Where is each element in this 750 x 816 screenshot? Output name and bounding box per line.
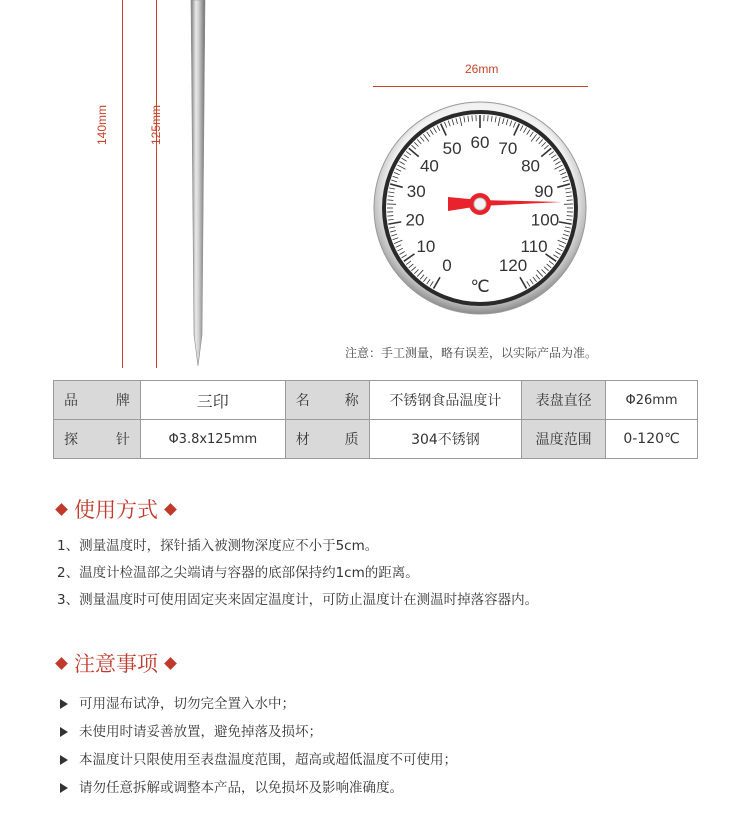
spec-table	[53, 380, 698, 459]
spec-key-dial-diameter: 表盘直径	[522, 381, 606, 420]
spec-key-temperature-range: 温度范围	[522, 420, 606, 459]
dial-scale-label: 60	[470, 133, 490, 152]
spec-value-material: 304不锈钢	[369, 420, 522, 459]
dimension-label-26: 26mm	[465, 62, 499, 76]
probe-image	[186, 0, 210, 370]
dial-scale-label: 70	[498, 139, 518, 159]
spec-value-temperature-range: 0-120℃	[606, 420, 698, 459]
triangle-bullet-icon	[60, 755, 68, 765]
dial-scale-label: 20	[405, 210, 425, 230]
dial-scale-label: 80	[521, 156, 541, 176]
product-illustration	[0, 0, 750, 375]
notice-list	[60, 690, 457, 802]
dimension-label-125: 125mm	[149, 104, 163, 145]
list-item: 2、温度计检温部之尖端请与容器的底部保持约1cm的距离。	[57, 565, 419, 581]
dial-image	[372, 100, 588, 316]
dial-tick	[472, 115, 473, 121]
list-item: 本温度计只限使用至表盘温度范围，超高或超低温度不可使用；	[60, 746, 457, 774]
dial-scale-label: 90	[534, 181, 554, 201]
dial-scale-label: 100	[530, 210, 560, 230]
dial-scale-label: 40	[419, 156, 439, 176]
list-item: 可用湿布试净，切勿完全置入水中；	[60, 690, 457, 718]
dimension-line-125	[156, 0, 157, 368]
dial-scale-label: 30	[406, 181, 426, 201]
triangle-bullet-icon	[60, 699, 68, 709]
notice-section-title: 注意事项	[57, 648, 175, 678]
dial-tick	[387, 216, 393, 217]
dial-tick	[387, 200, 393, 201]
list-item: 请勿任意拆解或调整本产品，以免损坏及影响准确度。	[60, 774, 457, 802]
dimension-line-26	[373, 86, 588, 87]
diamond-icon	[55, 503, 68, 516]
dial-scale-label: 120	[498, 256, 528, 276]
spec-key-name: 名 称	[285, 381, 369, 420]
spec-value-probe: Φ3.8x125mm	[140, 420, 285, 459]
spec-key-material: 材 质	[285, 420, 369, 459]
usage-list	[57, 536, 538, 617]
dimension-label-140: 140mm	[95, 104, 109, 145]
triangle-bullet-icon	[60, 727, 68, 737]
dial-scale-label: 0	[442, 256, 452, 276]
measurement-note: 注意：手工测量，略有误差，以实际产品为准。	[345, 346, 598, 360]
dial-scale-label: 110	[520, 236, 548, 256]
dial-unit: ℃	[470, 277, 490, 296]
diamond-icon	[55, 657, 68, 670]
list-item: 1、测量温度时，探针插入被测物深度应不小于5cm。	[57, 538, 379, 554]
table-row	[54, 420, 698, 459]
dial-tick	[567, 200, 573, 201]
spec-key-probe: 探 针	[54, 420, 141, 459]
spec-value-name: 不锈钢食品温度计	[369, 381, 522, 420]
dial-scale-label: 10	[416, 236, 436, 256]
needle-pin	[474, 198, 486, 210]
dial-tick	[567, 216, 573, 217]
spec-value-dial-diameter: Φ26mm	[606, 381, 698, 420]
triangle-bullet-icon	[60, 783, 68, 793]
dial-scale-label: 50	[442, 139, 462, 159]
dimension-line-140	[122, 0, 123, 368]
dial-tick	[488, 115, 489, 121]
table-row	[54, 381, 698, 420]
diamond-icon	[164, 503, 177, 516]
spec-value-brand: 三印	[140, 381, 285, 420]
list-item: 3、测量温度时可使用固定夹来固定温度计，可防止温度计在测温时掉落容器内。	[57, 592, 539, 608]
diamond-icon	[164, 657, 177, 670]
list-item: 未使用时请妥善放置，避免掉落及损坏；	[60, 718, 457, 746]
spec-key-brand: 品 牌	[54, 381, 141, 420]
usage-section-title: 使用方式	[57, 494, 175, 524]
